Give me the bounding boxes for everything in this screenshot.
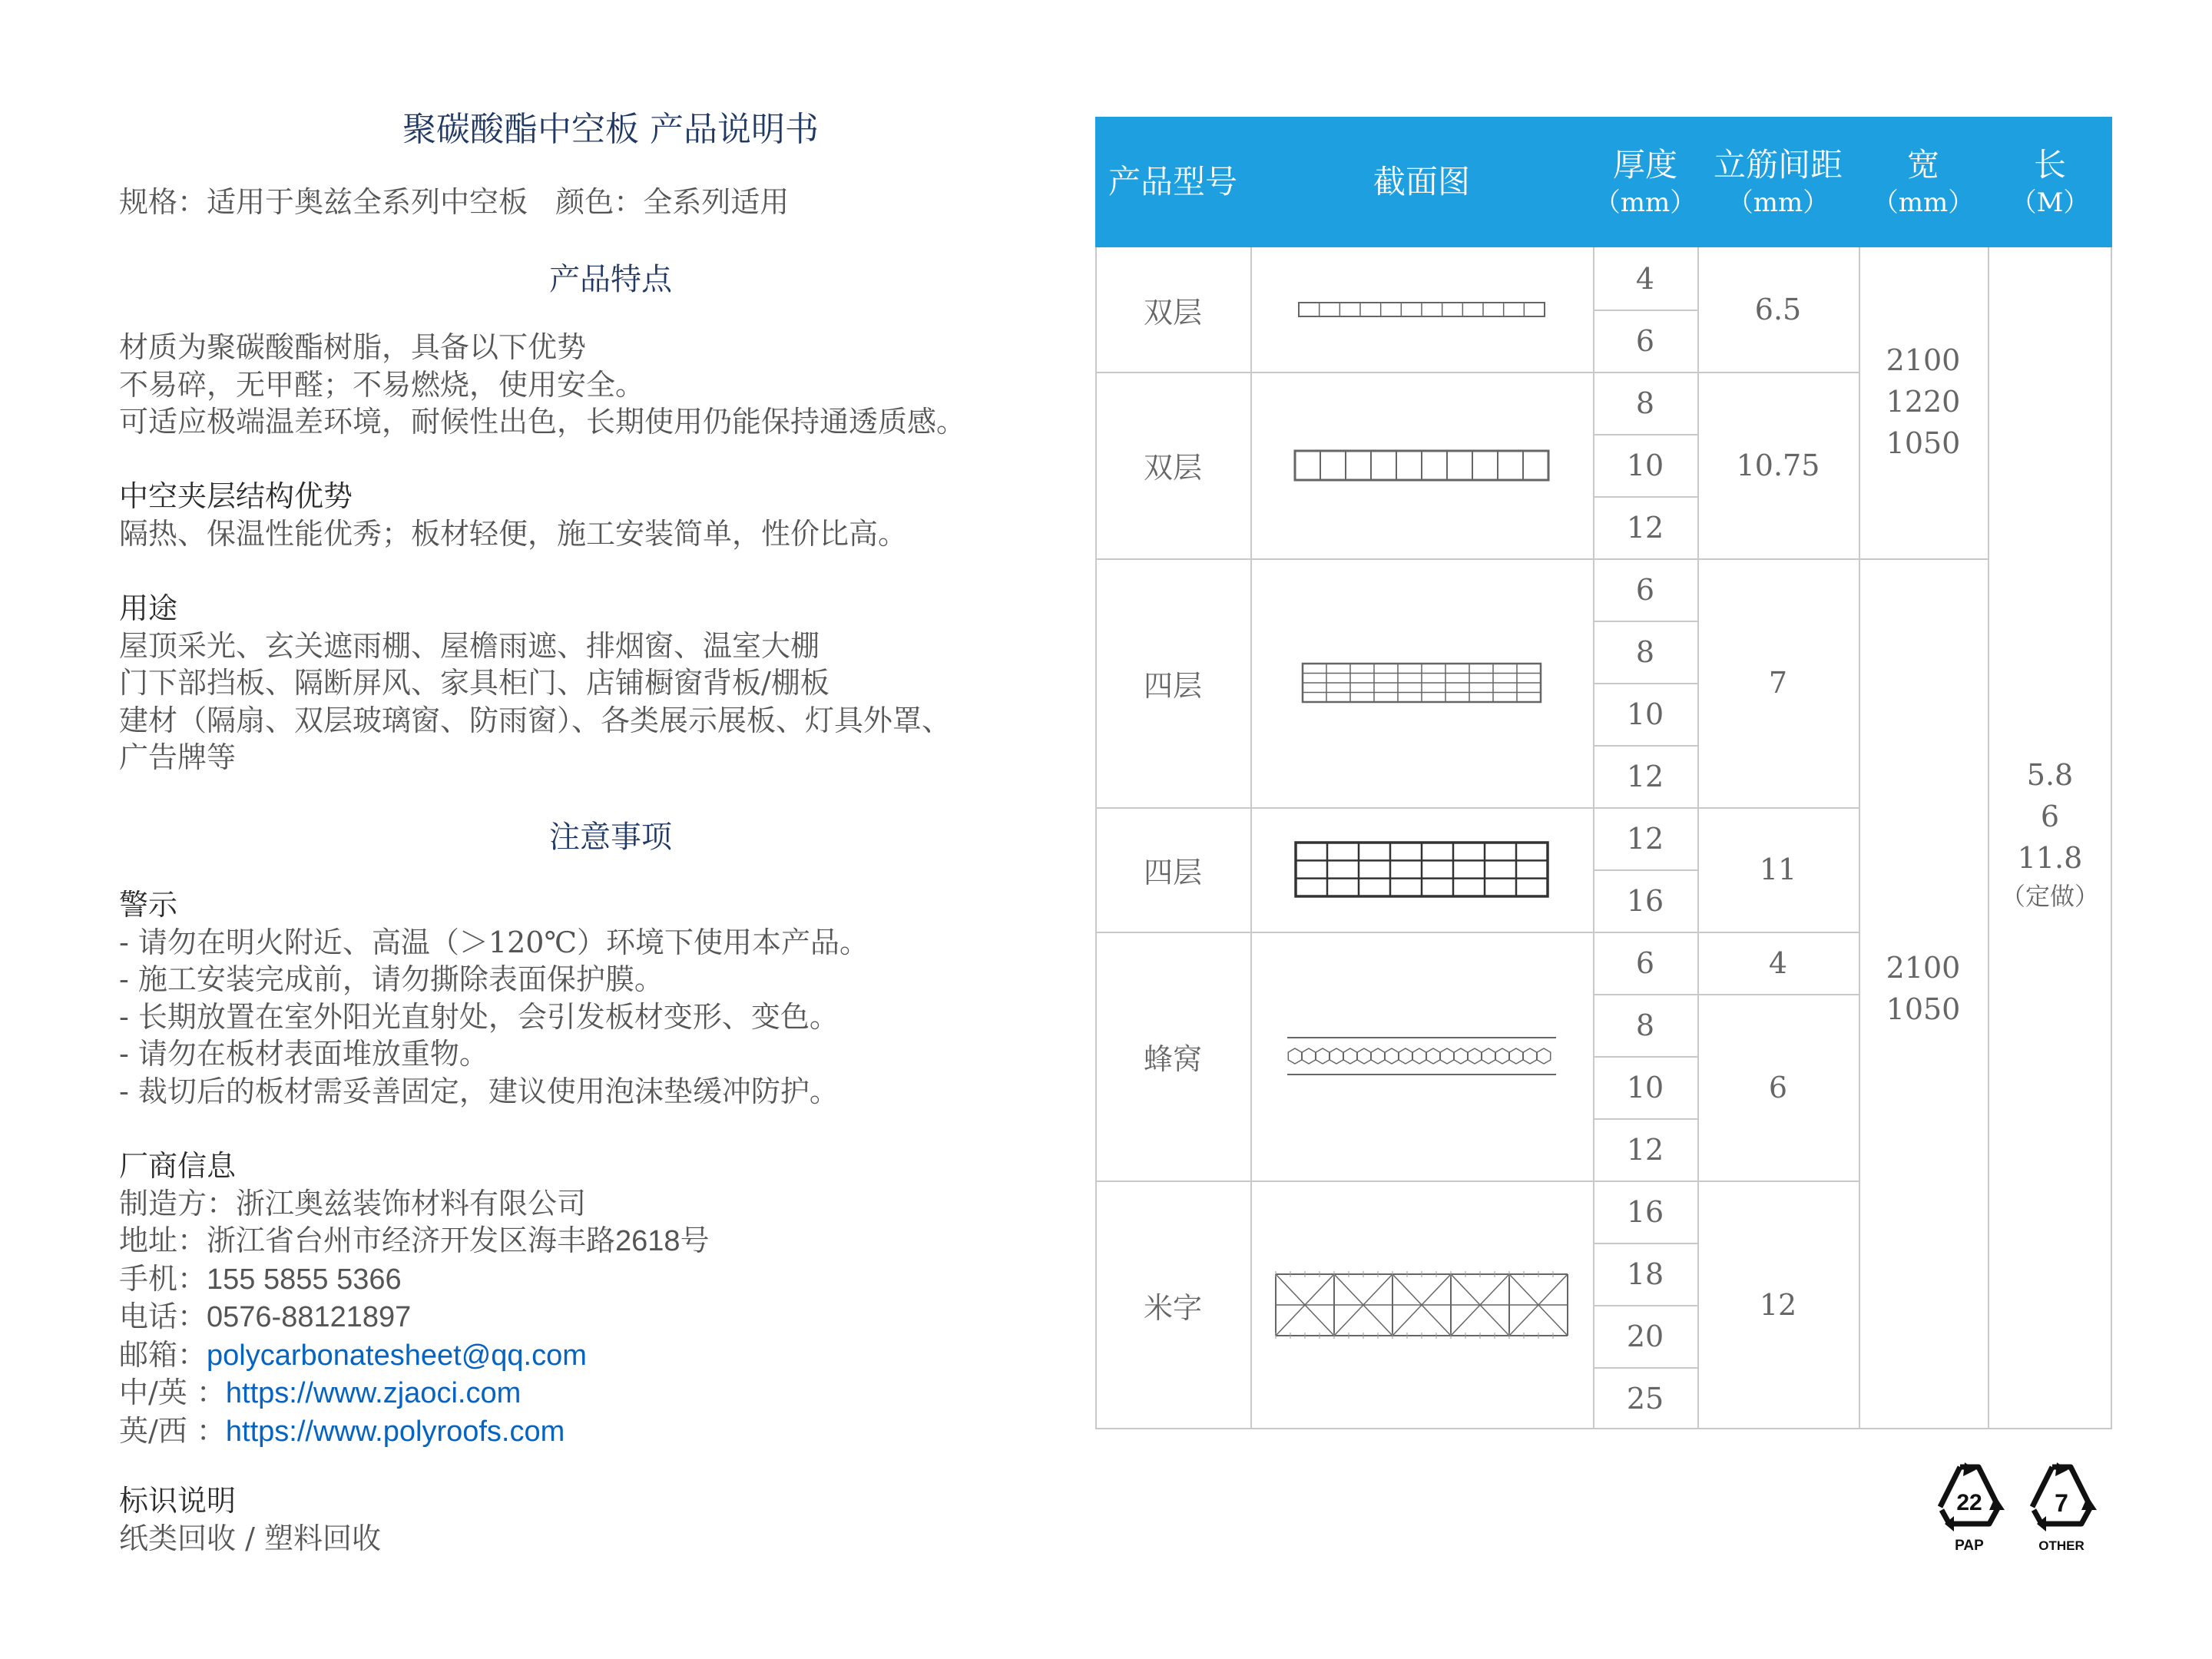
warning-line: - 长期放置在室外阳光直射处，会引发板材变形、变色。 (119, 999, 839, 1034)
site-cn-line: 中/英 ：https://www.zjaoci.com (119, 1376, 522, 1409)
model-cell: 双层 (1143, 451, 1202, 485)
model-cell: 双层 (1143, 295, 1202, 329)
maker-title: 厂商信息 (119, 1149, 237, 1183)
grid-line (1095, 1428, 2112, 1429)
spec-table (1095, 117, 2112, 1421)
thickness-cell: 6 (1635, 945, 1655, 980)
thickness-cell: 10 (1626, 448, 1664, 482)
rib-cell: 12 (1759, 1288, 1797, 1322)
usage-block (119, 590, 951, 777)
thickness-cell: 12 (1626, 759, 1664, 793)
thickness-cell: 8 (1635, 634, 1655, 669)
thickness-cell: 16 (1626, 883, 1664, 918)
thickness-cell: 10 (1626, 1070, 1664, 1104)
rib-cell: 4 (1768, 945, 1788, 980)
other-label: OTHER (2038, 1538, 2085, 1553)
pap-label: PAP (1955, 1538, 1984, 1554)
warning-line: - 施工安装完成前，请勿撕除表面保护膜。 (119, 962, 664, 996)
notes-heading: 注意事项 (549, 820, 672, 855)
grid-line (1095, 932, 1859, 933)
thickness-cell: 8 (1635, 1008, 1655, 1042)
grid-line (1593, 745, 1697, 747)
header-model: 产品型号 (1108, 163, 1237, 200)
page-title: 聚碳酸酯中空板 产品说明书 (402, 110, 819, 149)
thickness-cell: 20 (1626, 1319, 1664, 1353)
site-cn-link[interactable]: https://www.zjaoci.com (225, 1377, 522, 1409)
thickness-cell: 12 (1626, 510, 1664, 545)
grid-line (1697, 247, 1699, 1429)
grid-line (1593, 994, 1697, 995)
structure-block (119, 478, 907, 552)
email-line: 邮箱：polycarbonatesheet@qq.com (119, 1337, 587, 1372)
marks-block (119, 1482, 381, 1557)
header-length: 长 （M） (2010, 146, 2090, 218)
marks-title: 标识说明 (119, 1484, 237, 1518)
maker-block (119, 1147, 710, 1450)
phone-line: 电话：0576-88121897 (119, 1300, 412, 1333)
warning-title: 警示 (119, 888, 178, 922)
maker-line: 制造方：浙江奥兹装饰材料有限公司 (119, 1186, 587, 1220)
model-cell: 米字 (1143, 1290, 1202, 1325)
model-cell: 四层 (1143, 855, 1202, 889)
grid-line (1697, 994, 1859, 995)
grid-line (1095, 247, 1097, 1429)
warning-line: - 裁切后的板材需妥善固定，建议使用泡沫垫缓冲防护。 (119, 1074, 839, 1108)
thickness-cell: 25 (1626, 1381, 1664, 1416)
material-line: 可适应极端温差环境，耐候性出色，长期使用仍能保持通透质感。 (119, 405, 966, 439)
grid-line (1593, 1367, 1697, 1369)
warning-line: - 请勿在板材表面堆放重物。 (119, 1037, 488, 1071)
x-structure-icon (1272, 1268, 1571, 1342)
thickness-cell: 4 (1635, 261, 1655, 296)
rib-cell: 10.75 (1736, 448, 1820, 482)
four-wall-icon (1299, 660, 1545, 706)
other-number: 7 (2055, 1489, 2068, 1517)
grid-line (1593, 621, 1697, 622)
header-width: 宽 （mm） (1872, 146, 1975, 218)
length-cell: 5.8 6 11.8 （定做） (2000, 758, 2099, 911)
rib-cell: 7 (1768, 666, 1788, 700)
pap-number: 22 (1956, 1490, 1982, 1515)
usage-line: 门下部挡板、隔断屏风、家具柜门、店铺橱窗背板/棚板 (119, 666, 830, 700)
mobile-line: 手机：155 5855 5366 (119, 1261, 402, 1296)
site-es-line: 英/西 ：https://www.polyroofs.com (119, 1413, 565, 1448)
thickness-cell: 8 (1635, 386, 1655, 420)
header-rib: 立筋间距 （mm） (1713, 146, 1843, 218)
grid-line (1593, 869, 1697, 871)
twinwall-icon (1291, 447, 1552, 484)
grid-line (1095, 1181, 1859, 1182)
warning-line: - 请勿在明火附近、高温（＞120℃）环境下使用本产品。 (119, 925, 869, 959)
thickness-cell: 12 (1626, 1132, 1664, 1167)
usage-line: 建材（隔扇、双层玻璃窗、防雨窗）、各类展示展板、灯具外罩、 (119, 703, 952, 737)
model-cell: 四层 (1143, 668, 1202, 703)
grid-line (1593, 683, 1697, 684)
features-heading: 产品特点 (549, 262, 672, 297)
usage-line: 广告牌等 (119, 740, 237, 774)
thickness-cell: 12 (1626, 821, 1664, 856)
structure-title: 中空夹层结构优势 (119, 479, 353, 513)
email-link[interactable]: polycarbonatesheet@qq.com (207, 1339, 587, 1372)
paper-recycle-icon (1931, 1459, 2008, 1559)
width-cell-a: 2100 1220 1050 (1886, 343, 1961, 460)
grid-line (1593, 1118, 1697, 1120)
grid-line (1593, 496, 1697, 498)
honeycomb-icon (1283, 1035, 1560, 1078)
site-es-link[interactable]: https://www.polyroofs.com (225, 1415, 565, 1448)
spec-line: 规格：适用于奥兹全系列中空板 颜色：全系列适用 (119, 185, 790, 219)
thickness-cell: 10 (1626, 697, 1664, 731)
marks-text: 纸类回收 / 塑料回收 (119, 1521, 381, 1555)
grid-line (1593, 1056, 1697, 1058)
material-block (119, 329, 965, 441)
rib-cell: 6.5 (1754, 293, 1802, 326)
warning-block (119, 886, 869, 1110)
address-line: 地址：浙江省台州市经济开发区海丰路2618号 (119, 1224, 710, 1257)
header-section: 截面图 (1373, 163, 1470, 200)
thickness-cell: 18 (1626, 1257, 1664, 1291)
grid-line (1250, 247, 1252, 1429)
thickness-cell: 16 (1626, 1194, 1664, 1229)
grid-line (1593, 1243, 1697, 1244)
usage-line: 屋顶采光、玄关遮雨棚、屋檐雨遮、排烟窗、温室大棚 (119, 628, 820, 663)
grid-line (1095, 558, 1859, 560)
material-line: 材质为聚碳酸酯树脂，具备以下优势 (119, 330, 587, 364)
grid-line (1095, 807, 1859, 809)
twinwall-thin-icon (1295, 299, 1548, 320)
rib-cell: 11 (1759, 853, 1797, 886)
grid-line (1593, 434, 1697, 435)
usage-title: 用途 (119, 591, 178, 625)
grid-line (1095, 372, 1859, 373)
width-cell-b: 2100 1050 (1886, 951, 1961, 1026)
thickness-cell: 6 (1635, 323, 1655, 358)
plastic-recycle-icon (2023, 1459, 2100, 1559)
grid-line (1593, 247, 1594, 1429)
rib-cell: 6 (1768, 1070, 1788, 1104)
thickness-cell: 6 (1635, 572, 1655, 607)
grid-line (1593, 1305, 1697, 1306)
grid-line (1593, 310, 1697, 311)
structure-line: 隔热、保温性能优秀；板材轻便，施工安装简单，性价比高。 (119, 516, 908, 551)
model-cell: 蜂窝 (1143, 1041, 1202, 1076)
material-line: 不易碎，无甲醛；不易燃烧，使用安全。 (119, 367, 645, 402)
header-thickness: 厚度 （mm） (1594, 146, 1697, 218)
four-wall-heavy-icon (1292, 839, 1551, 900)
